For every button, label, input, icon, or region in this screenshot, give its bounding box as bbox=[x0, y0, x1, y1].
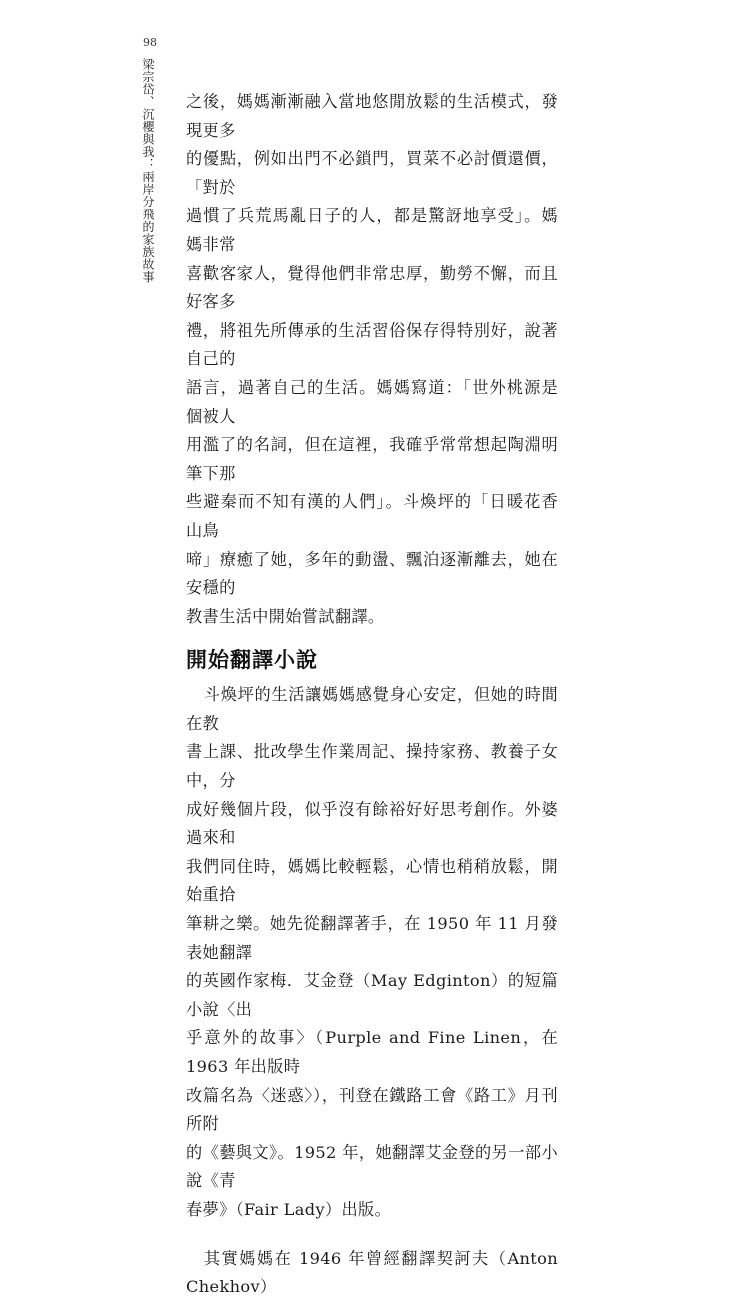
paragraph-gap bbox=[186, 1225, 558, 1245]
paragraph-1: 之後，媽媽漸漸融入當地悠閒放鬆的生活模式，發現更多 的優點，例如出門不必鎖門，買菜不必討價還價，「對於 過慣了兵荒馬亂日子的人，都是驚訝地享受」。媽媽非常 喜歡客家人，覺得他們非常忠厚，勤勞不懈，而且好客多 禮，將祖先所傳承的生活習俗保存得特別好，說著自己的 語言，過著自己的生活。媽媽寫道：「世外桃源是個被人 用濫了的名詞，但在這裡，我確乎常常想起陶淵明筆下那 些避秦而不知有漢的人們」。斗煥坪的「日暖花香山鳥 啼」療癒了她，多年的動盪、飄泊逐漸離去，她在安穩的 教書生活中開始嘗試翻譯。 bbox=[186, 92, 558, 626]
page-number: 98 bbox=[143, 36, 157, 49]
paragraph-3: 其實媽媽在 1946 年曾經翻譯契訶夫（Anton Chekhov） bbox=[186, 1248, 558, 1297]
running-head: 梁宗岱、沉櫻與我：兩岸分飛的家族故事 bbox=[141, 58, 155, 283]
section-heading: 開始翻譯小說 bbox=[186, 648, 318, 673]
body-text bbox=[186, 88, 558, 1302]
paragraph-2: 斗煥坪的生活讓媽媽感覺身心安定，但她的時間在教 書上課、批改學生作業周記、操持家務、教養子女中，分 成好幾個片段，似乎沒有餘裕好好思考創作。外婆過來和 我們同住時，媽媽比較輕鬆，心情也稍稍放鬆，開始重拾 筆耕之樂。她先從翻譯著手，在 1950 年 11 月發表她翻譯 的英國作家梅．艾金登（May Edginton）的短篇小說〈出 乎意外的故事〉（Purple and Fine Linen，在 1963 年出版時 改篇名為〈迷惑〉），刊登在鐵路工會《路工》月刊所附 的《藝與文》。1952 年，她翻譯艾金登的另一部小說《青 春夢》（Fair Lady）出版。 bbox=[186, 685, 558, 1219]
